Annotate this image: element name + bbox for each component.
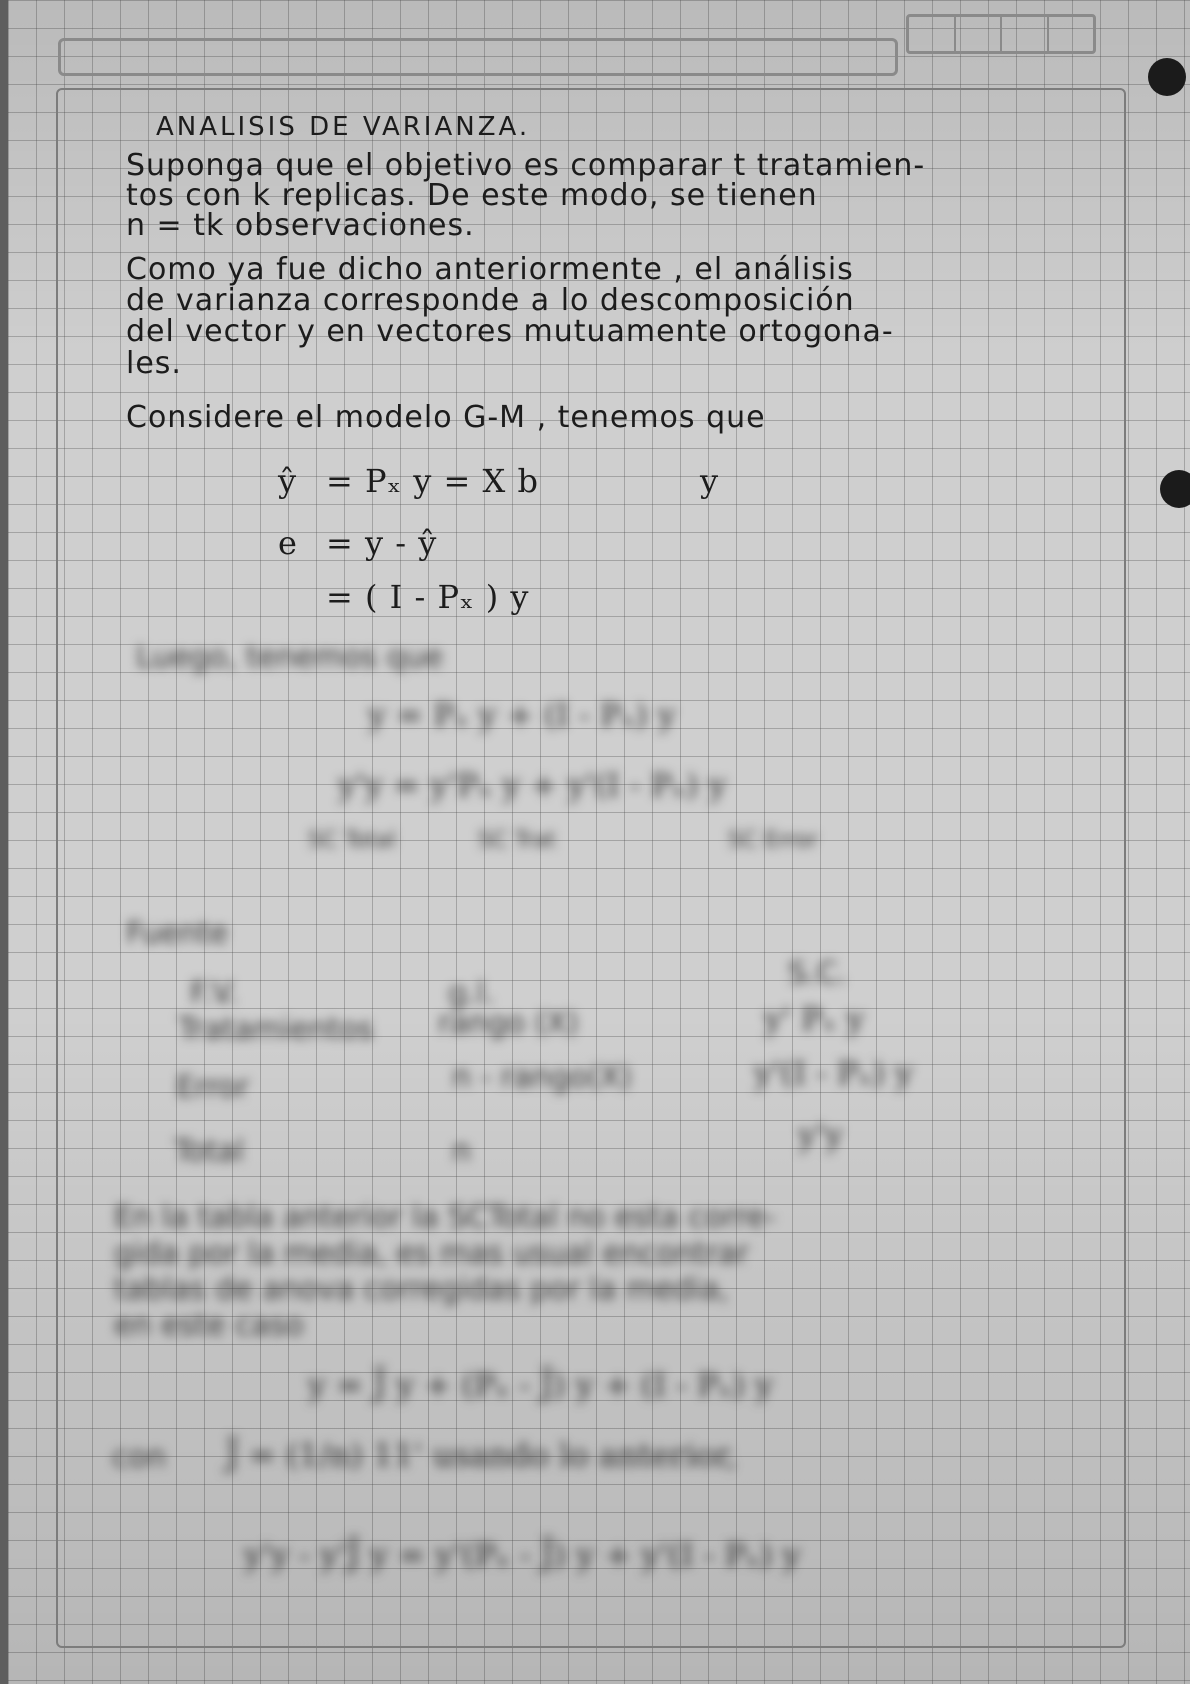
paragraph2-line3: del vector y en vectores mutuamente ortogona-	[126, 314, 894, 349]
table-cell: S.C.	[788, 956, 848, 991]
eq1-rhs: = Pₓ y = X b	[326, 462, 539, 500]
eq3-rhs: = ( I - Pₓ ) y	[326, 578, 530, 616]
paragraph3: Considere el modelo G-M , tenemos que	[126, 400, 766, 435]
eq1-extra: y	[700, 462, 720, 500]
blurred-eq2: y'y = y'Pₓ y + y'(I - Pₓ) y	[338, 766, 727, 804]
table-cell: Error	[176, 1070, 250, 1105]
header-box	[58, 38, 898, 76]
paragraph1-line3: n = tk observaciones.	[126, 208, 475, 243]
paragraph1-line2: tos con k replicas. De este modo, se tienen	[126, 178, 818, 213]
blurred-paragraph-line3: tablas de anova corregidas por la media,	[114, 1272, 729, 1307]
blurred-section	[8, 640, 1190, 1684]
paragraph2-line2: de varianza corresponde a lo descomposición	[126, 283, 855, 318]
blurred-paragraph-line4: en este caso	[114, 1308, 304, 1343]
table-cell: F.V.	[190, 976, 239, 1011]
blurred-eq5: y'y - y'J̄ y = y'(Pₓ - J̄) y + y'(I - Pₓ) y	[244, 1536, 801, 1574]
date-boxes	[906, 14, 1096, 54]
eq1-lhs: ŷ	[278, 462, 298, 500]
table-cell: y'y	[798, 1116, 843, 1154]
blurred-paragraph-line2: gida por la media, es mas usual encontrar	[114, 1236, 749, 1271]
blurred-label-trat: SC Trat	[478, 828, 556, 853]
blurred-eq1: y = Pₓ y + (I - Pₓ) y	[368, 696, 676, 734]
blurred-paragraph-line1: En la tabla anterior la SCTotal no esta corre-	[114, 1200, 776, 1235]
table-cell: Total	[174, 1134, 245, 1169]
table-cell: y' Pₓ y	[764, 1000, 865, 1038]
table-cell: n - rango(X)	[452, 1060, 632, 1095]
paragraph1-line1: Suponga que el objetivo es comparar t tratamien-	[126, 148, 926, 183]
eq2-lhs: e	[278, 524, 298, 562]
table-cell: Tratamientos	[178, 1012, 374, 1047]
paragraph2-line4: les.	[126, 346, 182, 381]
table-cell: y'(I - Pₓ) y	[754, 1054, 913, 1092]
binder-hole	[1148, 58, 1186, 96]
blurred-label-total: SC Total	[308, 828, 396, 853]
blurred-label-error: SC Error	[728, 828, 818, 853]
table-cell: rango (X)	[438, 1006, 579, 1041]
blurred-eq4: J̄ = (1/n) 11' usando lo anterior,	[226, 1436, 738, 1474]
blurred-eq4-prefix: con	[112, 1440, 166, 1475]
blurred-table-header: Fuente	[126, 916, 229, 951]
table-cell: n	[452, 1134, 472, 1169]
blurred-eq3: y = J̄ y + (Pₓ - J̄) y + (I - Pₓ) y	[308, 1366, 774, 1404]
blurred-line1: Luego, tenemos que	[136, 640, 444, 675]
page-title: ANALISIS DE VARIANZA.	[156, 112, 531, 142]
paragraph2-line1: Como ya fue dicho anteriormente , el análisis	[126, 252, 854, 287]
binder-hole	[1160, 470, 1190, 508]
eq2-rhs: = y - ŷ	[326, 524, 438, 562]
table-cell: g.l.	[448, 976, 495, 1011]
